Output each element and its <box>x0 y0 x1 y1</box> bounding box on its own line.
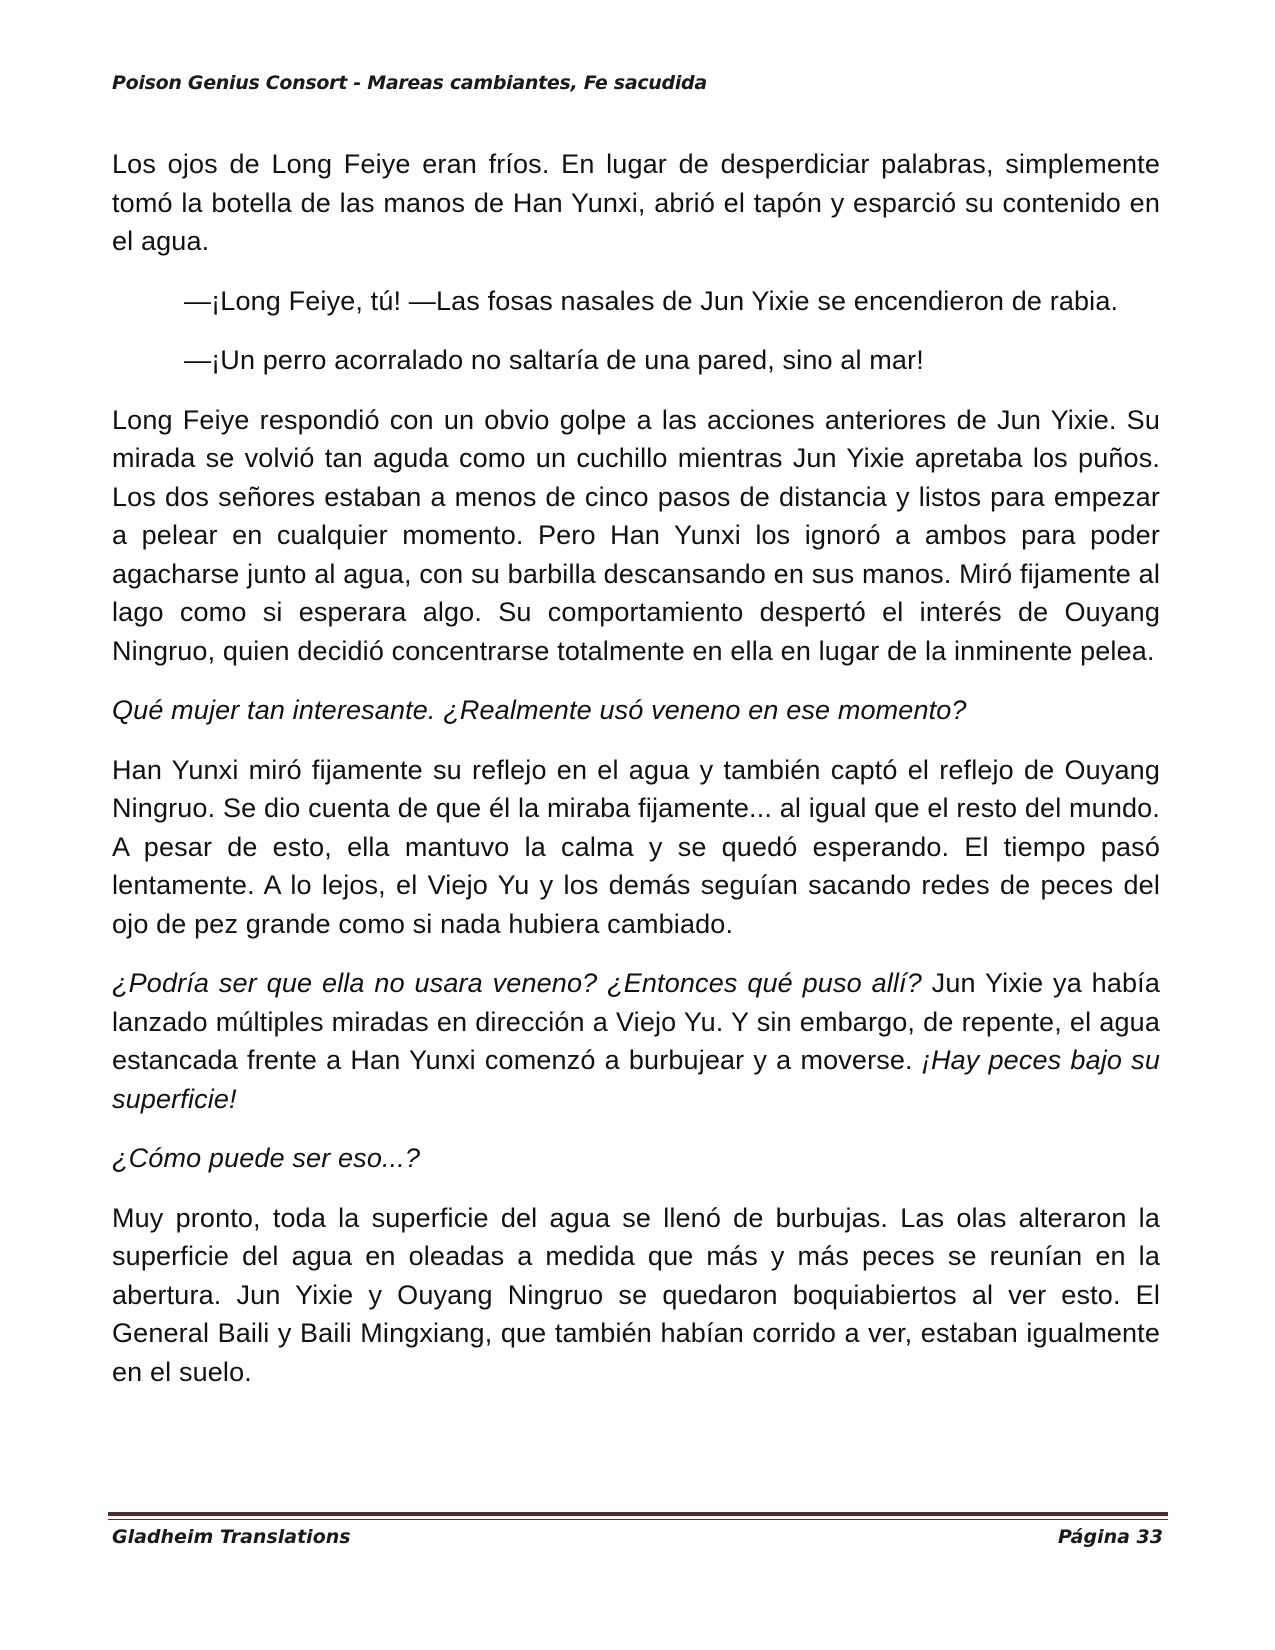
running-header: Poison Genius Consort - Mareas cambiantes, Fe sacudida <box>112 72 707 94</box>
paragraph: Han Yunxi miró fijamente su reflejo en el agua y también captó el reflejo de Ouyang Ningruo. Se dio cuenta de que él la miraba fijamente... al igual que el resto del mundo. A pesar de esto, ella mantuvo la calma y se quedó esperando. El tiempo pasó lentamente. A lo lejos, el Viejo Yu y los demás seguían sacando redes de peces del ojo de pez grande como si nada hubiera cambiado. <box>112 754 1160 939</box>
thought-paragraph: ¿Cómo puede ser eso...? <box>112 1143 421 1173</box>
dialogue-paragraph: —¡Un perro acorralado no saltaría de una pared, sino al mar! <box>184 345 924 375</box>
paragraph: Long Feiye respondió con un obvio golpe a las acciones anteriores de Jun Yixie. Su mirada se volvió tan aguda como un cuchillo mientras Jun Yixie apretaba los puños. Los dos señores estaban a menos de cinco pasos de distancia y listos para empezar a pelear en cualquier momento. Pero Han Yunxi los ignoró a ambos para poder agacharse junto al agua, con su barbilla descansando en sus manos. Miró fijamente al lago como si esperara algo. Su comportamiento despertó el interés de Ouyang Ningruo, quien decidió concentrarse totalmente en ella en lugar de la inminente pelea. <box>112 404 1160 666</box>
footer-rule-thick <box>108 1512 1168 1516</box>
thought-text: ¡Hay peces bajo su superficie! <box>112 1045 1160 1114</box>
footer-translator: Gladheim Translations <box>112 1526 351 1548</box>
thought-text: ¿Podría ser que ella no usara veneno? ¿Entonces qué puso allí? <box>112 968 922 998</box>
paragraph: Muy pronto, toda la superficie del agua se llenó de burbujas. Las olas alteraron la superficie del agua en oleadas a medida que más y más peces se reunían en la abertura. Jun Yixie y Ouyang Ningruo se quedaron boquiabiertos al ver esto. El General Baili y Baili Mingxiang, que también habían corrido a ver, estaban igualmente en el suelo. <box>112 1202 1160 1387</box>
paragraph: Los ojos de Long Feiye eran fríos. En lugar de desperdiciar palabras, simplemente tomó la botella de las manos de Han Yunxi, abrió el tapón y esparció su contenido en el agua. <box>112 149 1160 256</box>
footer-page-number: Página 33 <box>1057 1526 1163 1548</box>
footer-rule-thin <box>108 1519 1168 1520</box>
narration-text: Jun Yixie ya había lanzado múltiples miradas en dirección a Viejo Yu. Y sin embargo, de repente, el agua estancada frente a Han Yunxi comenzó a burbujear y a moverse. <box>112 968 1160 1075</box>
dialogue-paragraph: —¡Long Feiye, tú! —Las fosas nasales de Jun Yixie se encendieron de rabia. <box>184 285 1119 316</box>
thought-paragraph: Qué mujer tan interesante. ¿Realmente usó veneno en ese momento? <box>112 695 967 725</box>
mixed-paragraph <box>112 964 1160 1118</box>
document-body <box>112 145 1160 1412</box>
